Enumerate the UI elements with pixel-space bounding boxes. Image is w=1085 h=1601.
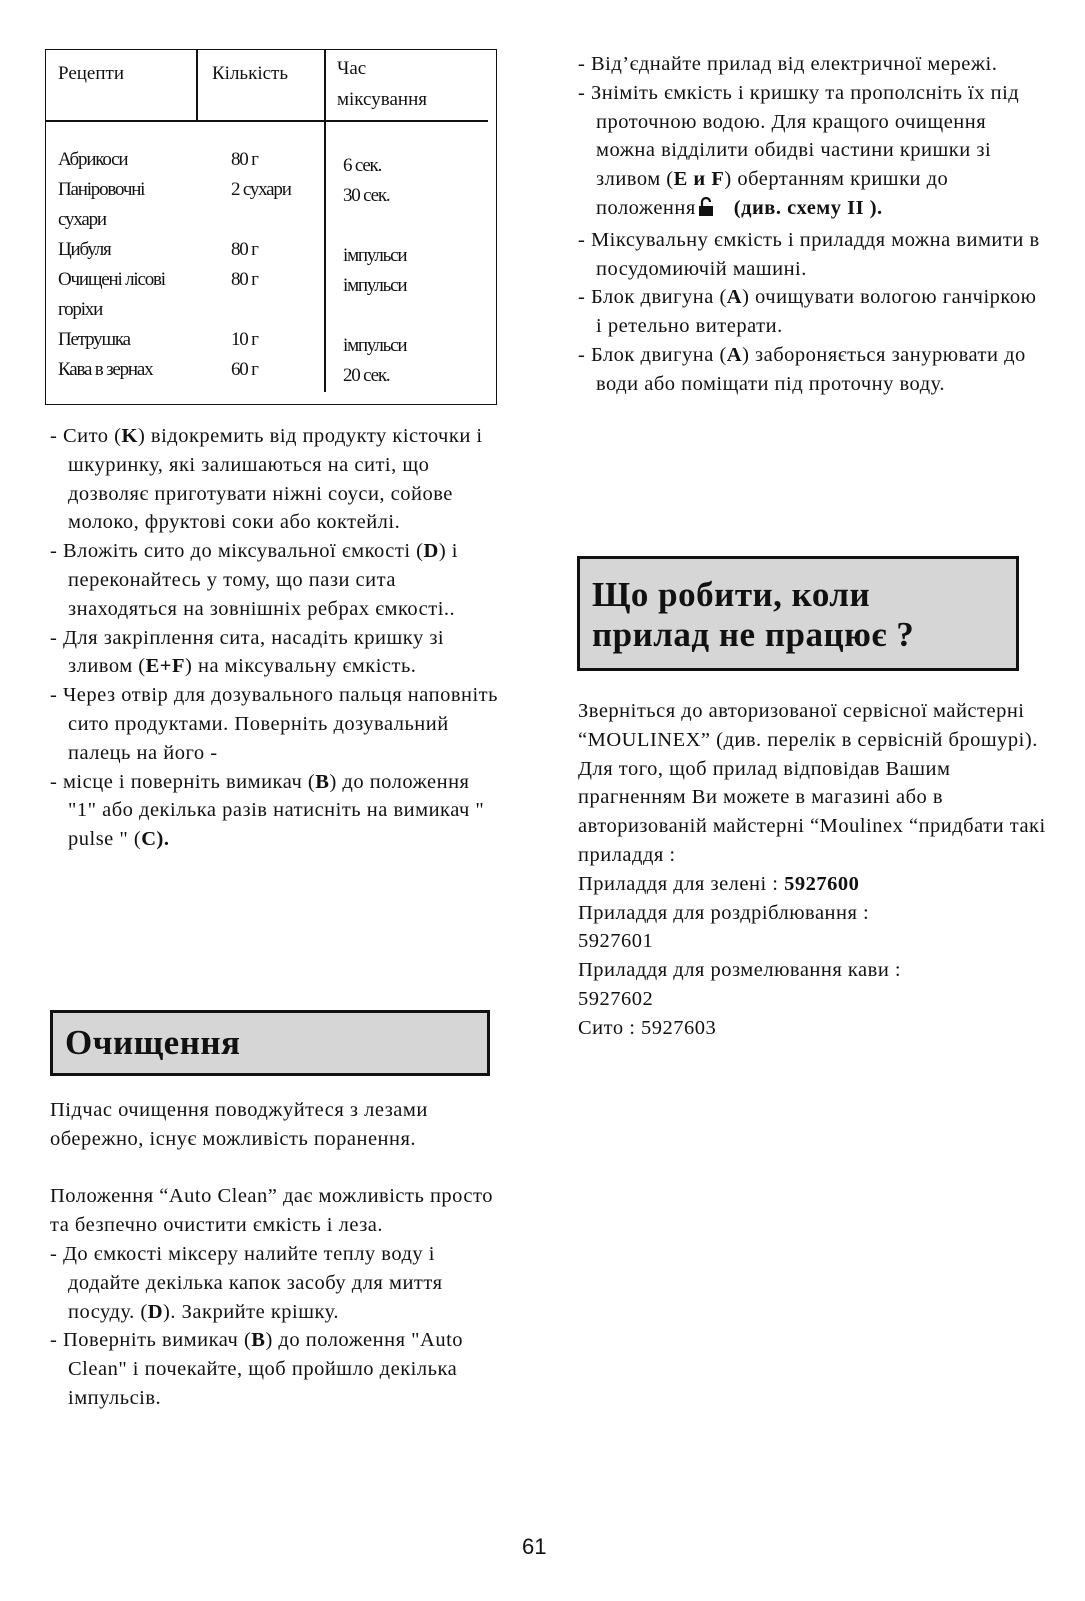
- cleaning-instructions-continued: [578, 50, 1048, 399]
- list-item: - Через отвір для дозувального пальця наповніть сито продуктами. Поверніть дозувальний палець на його -: [50, 684, 498, 764]
- paragraph: Зверніться до авторизованої сервісної майстерні “MOULINEX” (див. перелік в сервісній брошурі).: [578, 700, 1038, 751]
- list-item: - До ємкості міксеру налийте теплу воду і додайте декілька капок засобу для миття посуду. (D). Закрийте крішку.: [50, 1242, 443, 1323]
- paragraph: Положення “Auto Clean” дає можливість просто та безпечно очистити ємкість і леза.: [50, 1185, 493, 1237]
- list-item: - Сито (K) відокремить від продукту кісточки і шкуринку, які залишаються на ситі, що дозволяє приготувати ніжні соуси, сойове молоко, фруктові соки або коктейлі.: [50, 425, 483, 534]
- paragraph: Підчас очищення поводжуйтеся з лезами обережно, існує можливість поранення.: [50, 1099, 428, 1150]
- table-cell: 80 г: [231, 239, 258, 260]
- table-cell: імпульси: [343, 275, 407, 296]
- table-cell: імпульси: [343, 245, 407, 266]
- mix-time-column: [343, 151, 406, 391]
- cleaning-heading: Очищення: [50, 1010, 490, 1076]
- accessory-line: Приладдя для роздріблювання :: [578, 901, 870, 924]
- table-cell: [343, 301, 406, 331]
- quantity-column: [231, 145, 291, 385]
- list-item: - Зніміть ємкість і кришку та прополсніть їх під проточною водою. Для кращого очищення можна відділити обидві частини кришки зі зливом (E и F) обертанням кришки до положення (див. схему II ).: [578, 81, 1020, 219]
- table-cell: 2 сухари: [231, 179, 291, 200]
- header-quantity: Кількість: [212, 63, 289, 84]
- table-cell: 6 сек.: [343, 155, 382, 176]
- table-divider: [196, 50, 198, 122]
- table-cell: [231, 295, 291, 325]
- accessory-line: Приладдя для розмелювання кави :: [578, 959, 902, 982]
- table-cell: [231, 205, 291, 235]
- list-item: - Для закріплення сита, насадіть кришку зі зливом (E+F) на міксувальну ємкість.: [50, 626, 445, 678]
- heading-line: Що робити, коли: [592, 575, 871, 614]
- sieve-instructions: [50, 422, 500, 854]
- table-header-rule: [46, 120, 488, 122]
- list-item: - Від’єднайте прилад від електричної мережі.: [578, 53, 998, 75]
- table-cell: імпульси: [343, 335, 407, 356]
- list-item: - Поверніть вимикач (B) до положення "Auto Clean" і почекайте, щоб пройшло декілька імпульсів.: [50, 1329, 464, 1409]
- table-cell: 80 г: [231, 149, 258, 170]
- table-cell: Кава в зернах: [58, 359, 153, 380]
- list-item: - Вложіть сито до міксувальної ємкості (D) і переконайтесь у тому, що пази сита знаходяться на зовнішніх ребрах ємкості..: [50, 540, 458, 620]
- troubleshooting-section: [578, 697, 1048, 1043]
- table-cell: 10 г: [231, 329, 258, 350]
- troubleshooting-heading: [577, 556, 1019, 671]
- list-item: - Блок двигуна (A) забороняється занурювати до води або поміщати під проточну воду.: [578, 343, 1026, 395]
- accessory-code: 5927601: [578, 930, 654, 953]
- accessory-line: Сито : 5927603: [578, 1016, 717, 1039]
- list-item: - місце і поверніть вимикач (B) до положення "1" або декілька разів натисніть на вимикач " pulse " (C).: [50, 770, 485, 851]
- table-cell: Петрушка: [58, 329, 130, 350]
- table-cell: Панірoвочні: [58, 179, 145, 200]
- header-recipes: Рецепти: [58, 63, 124, 84]
- table-divider: [324, 50, 326, 392]
- recipe-names-column: [58, 145, 165, 385]
- list-item: - Блок двигуна (A) очищувати вологою ганчіркою і ретельно витерати.: [578, 286, 1037, 338]
- cleaning-section: [50, 1096, 510, 1413]
- header-mix-time-line1: Час: [337, 58, 367, 79]
- header-mix-time-line2: міксування: [337, 89, 427, 110]
- page-number: 61: [522, 1534, 547, 1559]
- paragraph: Для того, щоб прилад відповідав Вашим прагненням Ви можете в магазині або в авторизованій майстерні “Moulinex “придбати такі приладдя :: [578, 757, 1046, 866]
- table-cell: 20 сек.: [343, 365, 390, 386]
- list-item: - Міксувальну ємкість і приладдя можна вимити в посудомиючій машині.: [578, 228, 1040, 280]
- table-cell: сухари: [58, 209, 106, 230]
- table-cell: Абрикоси: [58, 149, 128, 170]
- header-mix-time: [337, 53, 477, 115]
- heading-line: прилад не працює ?: [592, 615, 915, 654]
- table-cell: [343, 211, 406, 241]
- accessory-line: Приладдя для зелені : 5927600: [578, 872, 860, 895]
- accessory-code: 5927602: [578, 987, 654, 1010]
- table-cell: Очищені лісові: [58, 269, 165, 290]
- table-cell: 80 г: [231, 269, 258, 290]
- recipe-table: [45, 49, 497, 405]
- table-cell: 30 сек.: [343, 185, 390, 206]
- table-cell: 60 г: [231, 359, 258, 380]
- table-cell: Цибуля: [58, 239, 111, 260]
- table-cell: горіхи: [58, 299, 103, 320]
